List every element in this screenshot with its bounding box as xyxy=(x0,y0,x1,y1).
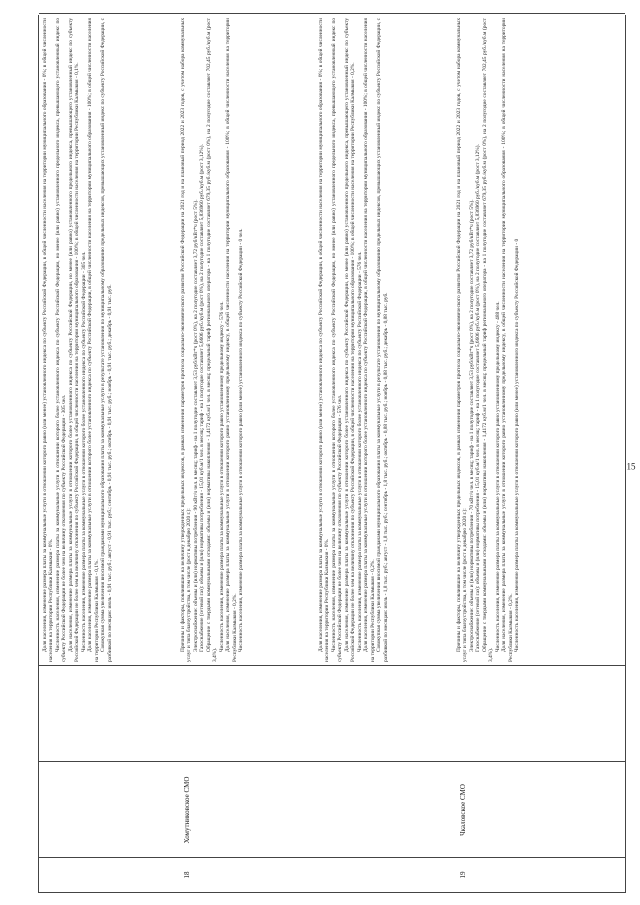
row-number-cell xyxy=(453,857,625,892)
paragraph: Доля населения, изменение размера платы за коммунальные услуги в отношении которого более установленного индекса по субъекту Российской Федерации, в общей численности населения на территории муниципального образования - 100%; в общей численности населения на территории Республики Калмыкия - 0,2%. xyxy=(363,18,376,662)
paragraph: Численность населения, изменение размера платы за коммунальные услуги в отношении которого равно установленному предельному индексу - 488 чел. xyxy=(494,301,501,652)
description-text xyxy=(456,18,623,662)
empty-cell xyxy=(315,665,453,762)
description-cell xyxy=(39,13,177,666)
empty-cell xyxy=(453,665,625,762)
table-row xyxy=(39,14,177,893)
description-cell xyxy=(453,13,625,666)
table-row xyxy=(177,14,315,893)
municipality-cell xyxy=(453,761,625,858)
paragraph: Доля населения, изменение размера платы за коммунальные услуги в отношении которого равно установленному предельному индексу, в общей численности населения на территории муниципального образования - 100%; в общей численности населения на территории Республики Калмыкия - 0,2%. xyxy=(501,18,514,662)
description-text xyxy=(318,18,451,662)
paragraph: Численность населения, изменение размера платы за коммунальные услуги в отношении которого более установленного индекса по субъекту Российской Федерации, но менее (или равно) установленного предельного индекса, превышающего установленный индекс по субъекту Российской Федерации не более чем на величину отклонения по субъекту Российской Федерации - 576 чел. xyxy=(330,18,344,662)
row-number-cell xyxy=(177,857,315,892)
municipality-name: Чкаловское СМО xyxy=(459,784,467,836)
row-number: 19 xyxy=(459,871,467,879)
municipality-cell xyxy=(177,761,315,858)
row-number-cell xyxy=(315,857,453,892)
table-row xyxy=(453,14,625,893)
row-number-cell xyxy=(39,857,177,892)
paragraph: Численность населения, изменение размера платы за коммунальные услуги в отношении которого более установленного индекса по субъекту Российской Федерации, но менее (или равно) установленного предельного индекса, превышающего установленный индекс по субъекту Российской Федерации не более чем на величину отклонения по субъекту Российской Федерации - 305 чел. xyxy=(54,18,68,662)
paragraph: Обращение с твердыми коммунальными отходами: объемы и (или) нормативы накопления - 1,4172 куб.м/1 чел. в месяц; предельный тариф регионального оператора - на 1 полугодие составляет 679,35 руб./куб.м (рост 0%), на 2 полугодие составляет 702,45 руб./куб.м (рост 3,4%). xyxy=(481,18,495,662)
description-text xyxy=(180,18,313,662)
page-number: 15 xyxy=(626,461,636,472)
paragraph: Численность населения, изменение размера платы за коммунальные услуги в отношении которого более установленного индекса по субъекту Российской Федерации - 305 чел. xyxy=(80,251,87,652)
paragraph: Численность населения, изменение размера платы за коммунальные услуги в отношении которого более установленного индекса по субъекту Российской Федерации - 576 чел. xyxy=(356,251,363,652)
row-number: 18 xyxy=(183,871,191,879)
municipality-cell xyxy=(315,761,453,858)
paragraph: Доля населения, изменение размера платы за коммунальные услуги в отношении которого более установленного индекса по субъекту Российской Федерации, но менее (или равно) установленного предельного индекса, превышающего установленный индекс по субъекту Российской Федерации не более чем на величину отклонения по субъекту Российской Федерации, в общей численности населения на территории муниципального образования - 100%; в общей численности населения на территории Республики Калмыкия - 0,1%. xyxy=(67,18,81,662)
paragraph: Обращение с твердыми коммунальными отходами: объемы и (или) нормативы накопления - 1,4172 куб.м/1 чел. в месяц; предельный тариф регионального оператора - на 1 полугодие составляет 679,35 руб./куб.м (рост 0%), на 2 полугодие составляет 702,45 руб./куб.м (рост 3,4%). xyxy=(205,18,219,662)
paragraph: Численность населения, изменение размера платы за коммунальные услуги в отношении которого равно установленному предельному индексу - 576 чел. xyxy=(218,301,225,652)
paragraph: Электроснабжение: объемы и (или) нормативы потребления - 70 кВт/ч чел. в месяц; тариф - на 1 полугодие составляет 3,53 руб/кВт*ч (рост 0%), на 2 полугодие составляет 3,72 руб/кВт*ч (рост 5%). xyxy=(468,199,475,652)
paragraph: Доля населения, изменение размера платы за коммунальные услуги в отношении которого равно (или менее) установленного индекса по субъекту Российской Федерации, в общей численности населения на территории муниципального образования - 0%; в общей численности населения на территории Республики Калмыкия - 0%. xyxy=(318,18,331,662)
paragraph: Доля населения, изменение размера платы за коммунальные услуги в отношении которого равно (или менее) установленного индекса по субъекту Российской Федерации, в общей численности населения на территории муниципального образования - 0%; в общей численности населения на территории Республики Калмыкия - 0%. xyxy=(42,18,55,662)
description-text xyxy=(42,18,175,662)
paragraph: Газоснабжение (сетевой газ): объемы и (или) нормативы потребления - 15,01 куб.м/1 чел. в месяц; тариф - на 1 полугодие составляет 5,6606 руб./куб.м (рост 0%), на 2 полугодие составляет 5,836960 руб./куб.м (рост 3,12%). xyxy=(199,144,206,652)
paragraph: Доля населения, изменение размера платы за коммунальные услуги в отношении которого более установленного индекса по субъекту Российской Федерации, но менее (или равно) установленного предельного индекса, превышающего установленный индекс по субъекту Российской Федерации не более чем на величину отклонения по субъекту Российской Федерации, в общей численности населения на территории муниципального образования - 100%; в общей численности населения на территории Республики Калмыкия - 0,2%. xyxy=(343,18,357,662)
table-row xyxy=(315,14,453,893)
paragraph: Причины и факторы, повлиявшие на величину утвержденных предельных индексов, в рамках изменения параметров прогноза социально-экономического развития Российской Федерации на 2021 год и на плановый период 2022 и 2023 годов, с учетом набора коммунальных услуг и типа благоустройства, в том числе (рост к декабрю 2020 г.): xyxy=(180,18,193,662)
description-cell xyxy=(177,13,315,666)
empty-cell xyxy=(39,665,177,762)
paragraph: Совокупная сумма увеличения вносимой гражданами муниципального образования платы за коммунальные услуги в результате установления по муниципальному образованию предельных индексов, превышающих установленный индекс по субъекту Российской Федерации, с разбивкой по месяцам: июль - 0,91 тыс. руб.; август - 0,91 тыс. руб.; сентябрь - 0,91 тыс. руб.; октябрь - 0,91 тыс. руб.; ноябрь - 0,91 тыс. руб.; декабрь - 0,91 тыс. руб. xyxy=(100,18,113,662)
paragraph: Причины и факторы, повлиявшие на величину утвержденных предельных индексов, в рамках изменения параметров прогноза социально-экономического развития Российской Федерации на 2021 год и на плановый период 2022 и 2023 годов, с учетом набора коммунальных услуг и типа благоустройства, в том числе (рост к декабрю 2020 г.): xyxy=(456,18,469,662)
paragraph: Численность населения, изменение размера платы за коммунальные услуги в отношении которого равно (или менее) установленного индекса по субъекту Российской Федерации - 0 xyxy=(514,238,521,652)
document-table xyxy=(38,15,626,893)
paragraph: Совокупная сумма увеличения вносимой гражданами муниципального образования платы за коммунальные услуги в результате установления по муниципальному образованию предельных индексов, превышающих установленный индекс по субъекту Российской Федерации, с разбивкой по месяцам: июль - 1,8 тыс. руб.; август - 1,8 тыс. руб.; сентябрь - 1,8 тыс. руб.; октябрь - 0,88 тыс. руб.; ноябрь - 0,88 тыс. руб.; декабрь - 0,88 тыс. руб. xyxy=(376,18,389,662)
paragraph: Численность населения, изменение размера платы за коммунальные услуги в отношении которого равно (или менее) установленного индекса по субъекту Российской Федерации - 0 чел. xyxy=(238,228,245,652)
municipality-cell xyxy=(39,761,177,858)
paragraph: Доля населения, изменение размера платы за коммунальные услуги в отношении которого более установленного индекса по субъекту Российской Федерации, в общей численности населения на территории муниципального образования - 100%; в общей численности населения на территории Республики Калмыкия - 0,1%. xyxy=(87,18,100,662)
empty-cell xyxy=(177,665,315,762)
paragraph: Электроснабжение: объемы и (или) нормативы потребления - 90 кВт/ч чел. в месяц; тариф - на 1 полугодие составляет 3,53 руб/кВт*ч (рост 0%), на 2 полугодие составляет 3,72 руб/кВт*ч (рост 5%). xyxy=(192,199,199,652)
municipality-name: Хомутниковское СМО xyxy=(183,776,191,844)
paragraph: Доля населения, изменение размера платы за коммунальные услуги в отношении которого равно установленному предельному индексу, в общей численности населения на территории муниципального образования - 100%; в общей численности населения на территории Республики Калмыкия - 0,2%. xyxy=(225,18,238,662)
description-cell xyxy=(315,13,453,666)
paragraph: Газоснабжение (сетевой газ): объемы и (или) нормативы потребления - 15,01 куб.м/1 чел. в месяц; тариф - на 1 полугодие составляет 5,6606 руб./куб.м (рост 0%), на 2 полугодие составляет 5,836960 руб./куб.м (рост 3,12%). xyxy=(475,144,482,652)
